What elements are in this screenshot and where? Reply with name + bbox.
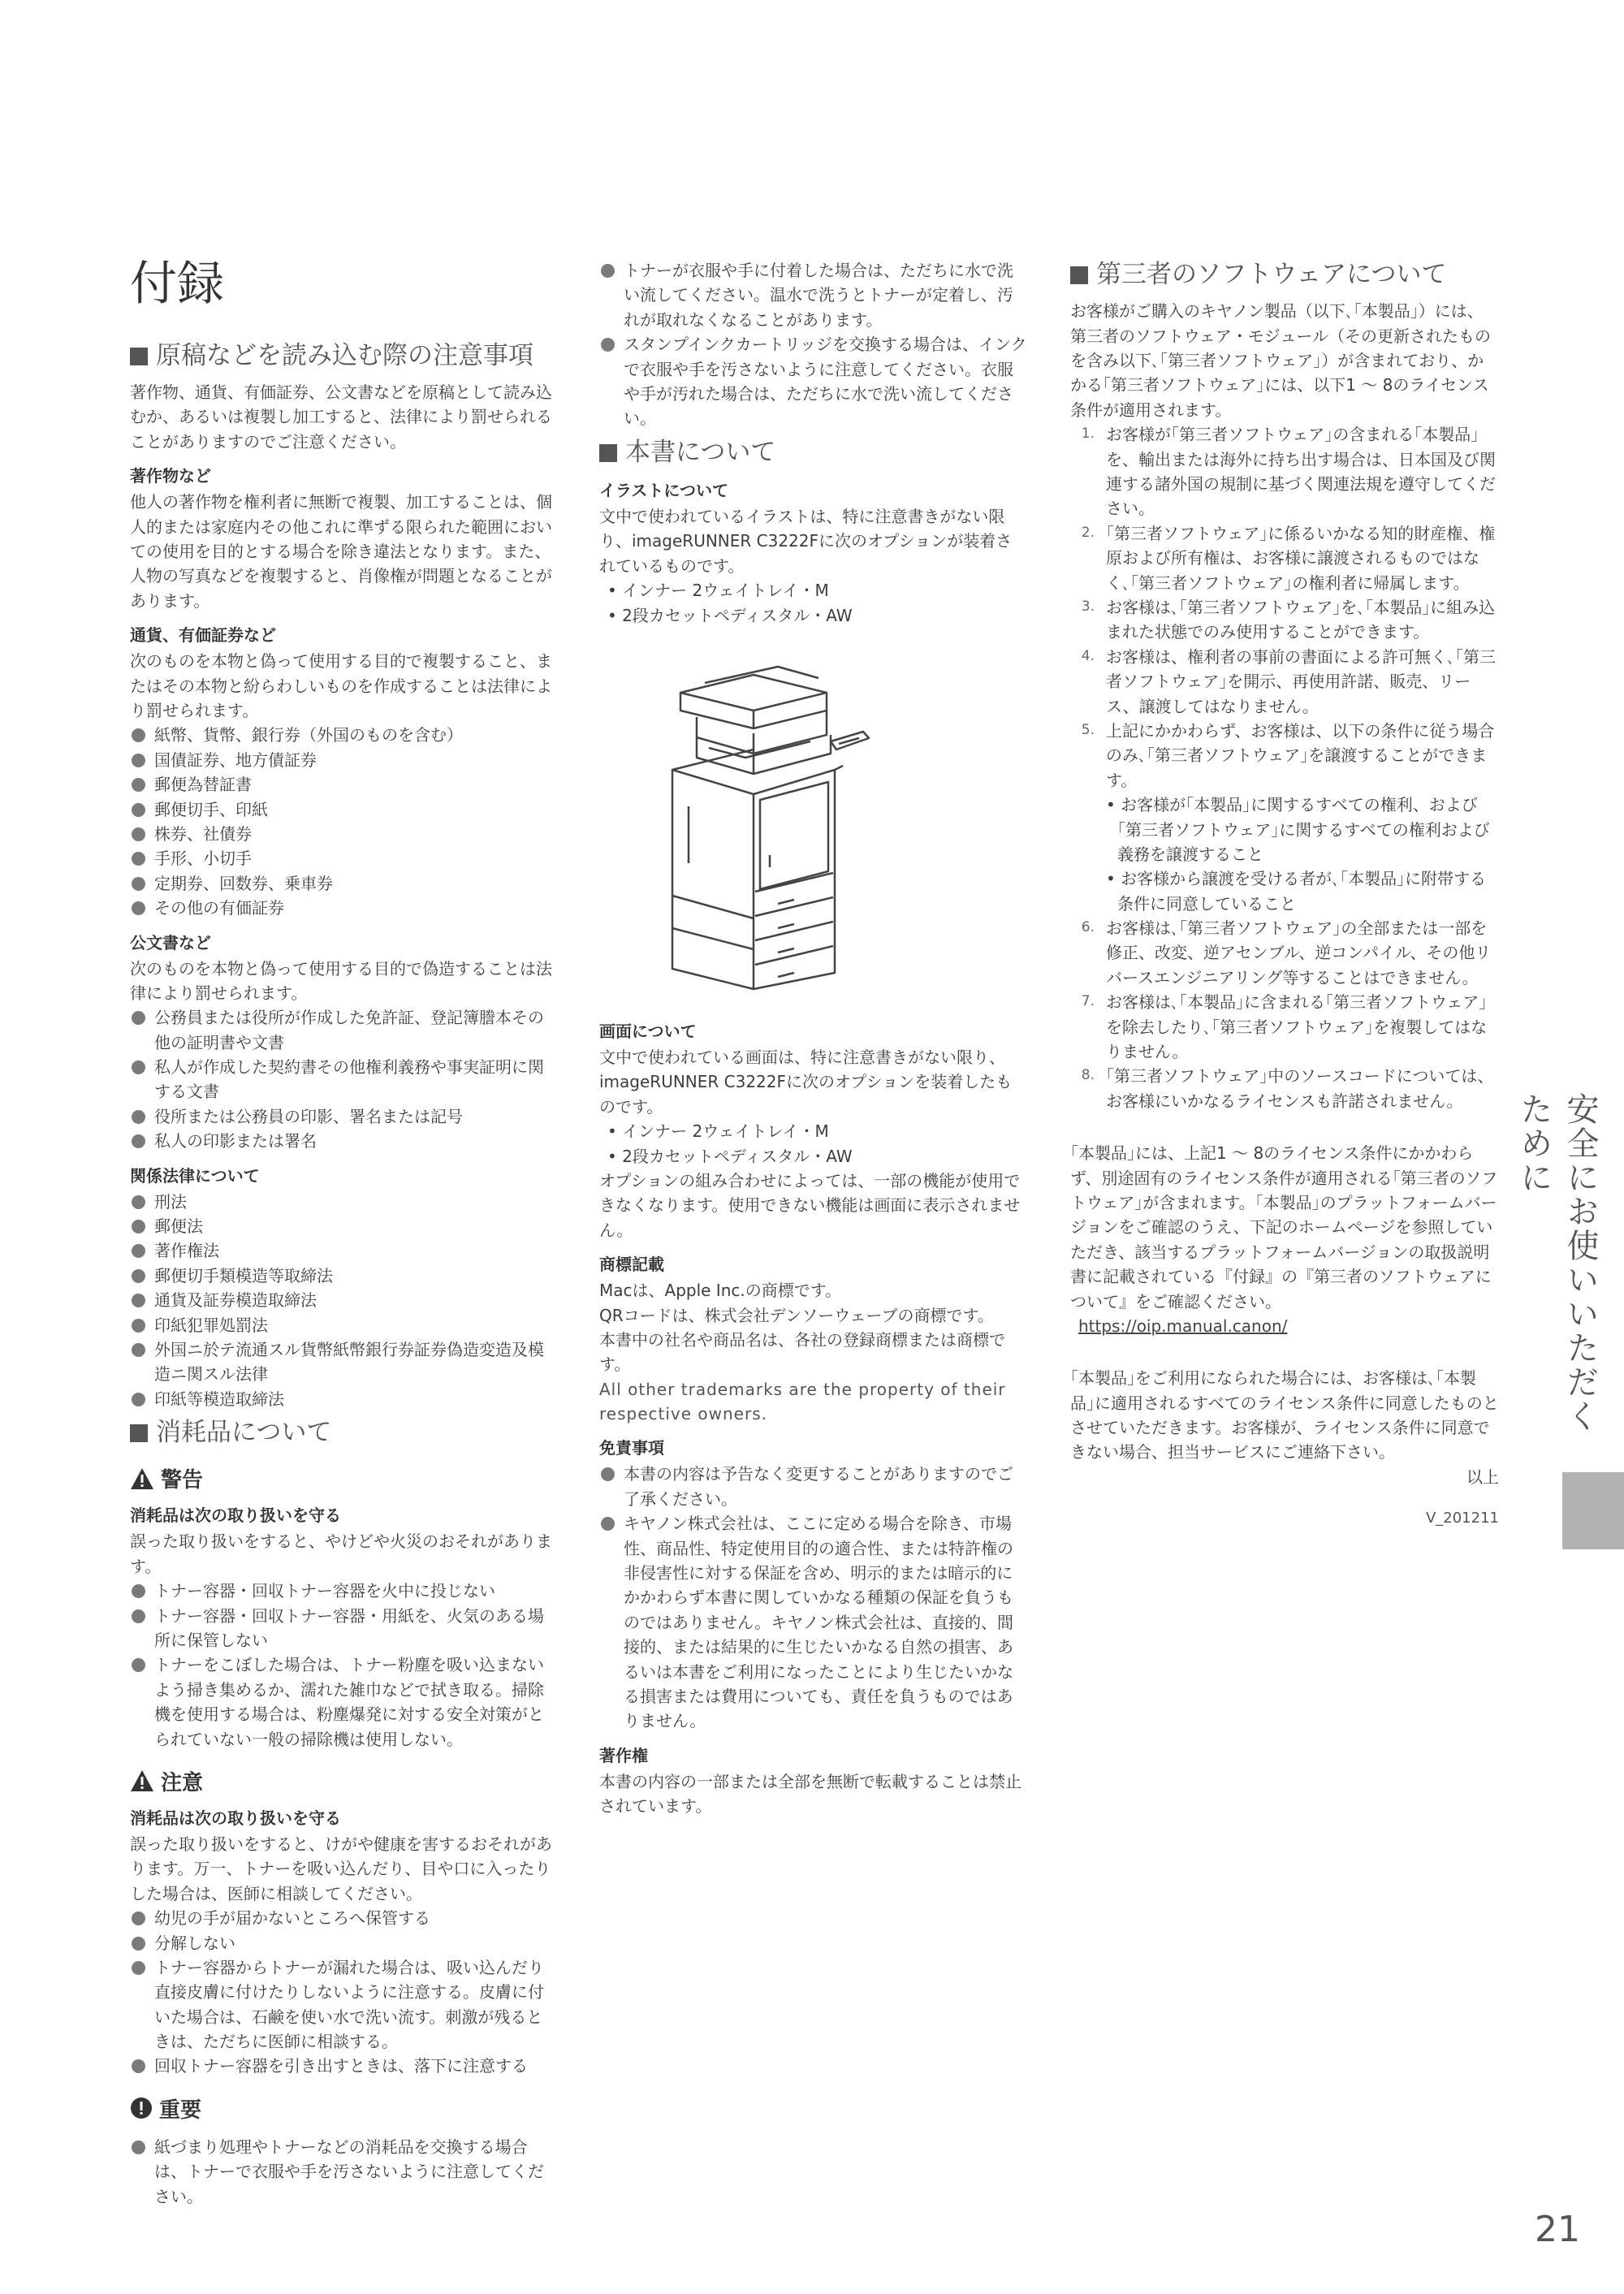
list-item: 郵便為替証書 (130, 772, 559, 797)
list-item: 私人が作成した契約書その他権利義務や事実証明に関する文書 (130, 1055, 559, 1104)
caution-text: 誤った取り扱いをすると、けがや健康を害するおそれがあります。万一、トナーを吸い込んだり、目や口に入ったりした場合は、医師に相談してください。 (130, 1834, 552, 1903)
list-item: トナー容器・回収トナー容器・用紙を、火気のある場所に保管しない (130, 1604, 559, 1653)
list-item: 著作権法 (130, 1238, 559, 1263)
square-icon (1070, 266, 1088, 284)
list-item: 2. ｢第三者ソフトウェア｣に係るいかなる知的財産権、権原および所有権は、お客様に譲渡されるものではなく､｢第三者ソフトウェア｣の権利者に帰属します。 (1081, 523, 1496, 593)
trademark-line: Macは、Apple Inc.の商標です。 (599, 1281, 842, 1301)
subheading-screens: 画面について (599, 1021, 697, 1041)
public-docs-text: 次のものを本物と偽って使用する目的で偽造することは法律により罰せられます。 (130, 958, 552, 1003)
column-left (130, 258, 559, 2209)
toner-list (599, 258, 1028, 431)
subheading-copyright-notice: 著作権 (599, 1745, 648, 1765)
screens-note: オプションの組み合わせによっては、一部の機能が使用できなくなります。使用できない機能は画面に表示されません。 (599, 1170, 1021, 1240)
list-item: 郵便切手類模造等取締法 (130, 1264, 559, 1288)
printer-illustration (656, 660, 924, 993)
list-item: 定期券、回数券、乗車券 (130, 871, 559, 896)
list-item: • インナー 2ウェイトレイ・M (607, 581, 829, 601)
list-item: 外国ニ於テ流通スル貨幣紙幣銀行券証券偽造変造及模造ニ関スル法律 (130, 1337, 559, 1387)
important-heading: 重要 (130, 2093, 559, 2123)
list-item: 本書の内容は予告なく変更することがありますのでご了承ください。 (599, 1462, 1028, 1511)
laws-list (130, 1190, 559, 1412)
list-item: 1. お客様が｢第三者ソフトウェア｣の含まれる｢本製品｣を、輸出または海外に持ち出す場合は、日本国及び関連する諸外国の規制に基づく関連法規を遵守してください。 (1081, 425, 1496, 519)
subheading-laws: 関係法律について (130, 1165, 260, 1186)
list-item: 幼児の手が届かないところへ保管する (130, 1906, 559, 1930)
trademark-line: 本書中の社名や商品名は、各社の登録商標または商標です。 (599, 1329, 1005, 1375)
subheading-trademarks: 商標記載 (599, 1255, 664, 1275)
square-icon (130, 1424, 148, 1442)
public-docs-list (130, 1005, 559, 1153)
list-item: 4. お客様は、権利者の事前の書面による許可無く､｢第三者ソフトウェア｣を開示、再使用許諾、販売、リース、譲渡してはなりません。 (1081, 646, 1496, 716)
side-chapter-label: 安全にお使いいただくために (1515, 1092, 1599, 1433)
list-item: • 2段カセットペディスタル・AW (607, 1146, 853, 1166)
warning-text: 誤った取り扱いをすると、やけどや火災のおそれがあります。 (130, 1531, 552, 1576)
list-item: トナーが衣服や手に付着した場合は、ただちに水で洗い流してください。温水で洗うとトナーが定着し、汚れが取れなくなることがあります。 (599, 258, 1028, 332)
currency-text: 次のものを本物と偽って使用する目的で複製すること、またはその本物と紛らわしいものを作成することは法律により罰せられます。 (130, 651, 552, 720)
list-item: 役所または公務員の印影、署名または記号 (130, 1104, 559, 1129)
list-item: トナーをこぼした場合は、トナー粉塵を吸い込まないよう掃き集めるか、濡れた雑巾などで拭き取る。掃除機を使用する場合は、粉塵爆発に対する安全対策がとられていない一般の掃除機は使用しない。 (130, 1652, 559, 1752)
list-item: キヤノン株式会社は、ここに定める場合を除き、市場性、商品性、特定使用目的の適合性、または特許権の非侵害性に対する保証を含め、明示的または暗示的にかかわらず本書に関していかなる種類の保証を負うものではありません。キヤノン株式会社は、直接的、間接的、または結果的に生じたいかなる自然の損害、あるいは本書をご利用になったことにより生じたいかなる損害または費用についても、責任を負うものではありません。 (599, 1511, 1028, 1734)
copyright-text: 他人の著作物を権利者に無断で複製、加工することは、個人的または家庭内その他これに準ずる限られた範囲においての使用を目的とする場合を除き違法となります。また、人物の写真などを複製すると、肖像権が問題となることがあります。 (130, 492, 552, 611)
list-item: 紙づまり処理やトナーなどの消耗品を交換する場合は、トナーで衣服や手を汚さないように注意してください。 (130, 2135, 559, 2209)
subheading-disclaimer: 免責事項 (599, 1438, 664, 1458)
caution-subheading: 消耗品は次の取り扱いを守る (130, 1808, 341, 1828)
list-item: 株券、社債券 (130, 822, 559, 846)
list-item: 公務員または役所が作成した免許証、登記簿謄本その他の証明書や文書 (130, 1005, 559, 1055)
sub-list-item: • お客様から譲渡を受ける者が､｢本製品｣に附帯する条件に同意していること (1106, 869, 1487, 914)
subheading-illustrations: イラストについて (599, 481, 728, 501)
list-item: 5. 上記にかかわらず、お客様は、以下の条件に従う場合のみ､｢第三者ソフトウェア｣を譲渡することができます。 (1081, 720, 1495, 790)
list-item: 3. お客様は､｢第三者ソフトウェア｣を､｢本製品｣に組み込まれた状態でのみ使用することができます。 (1081, 597, 1496, 642)
caution-heading: 注意 (130, 1766, 559, 1796)
subheading-public-docs: 公文書など (130, 932, 211, 953)
list-item: 国債証券、地方債証券 (130, 748, 559, 772)
warning-heading: 警告 (130, 1463, 559, 1493)
list-item: 8. ｢第三者ソフトウェア｣中のソースコードについては、お客様にいかなるライセンスも許諾されません。 (1081, 1066, 1494, 1111)
trademark-english: All other trademarks are the property of their respective owners. (599, 1379, 1006, 1424)
page-number: 21 (1535, 2209, 1580, 2250)
screens-text: 文中で使われている画面は、特に注意書きがない限り、imageRUNNER C3222Fに次のオプションを装着したものです。 (599, 1047, 1013, 1117)
caution-list (130, 1906, 559, 2079)
section-heading-consumables: 消耗品について (130, 1416, 559, 1449)
trademark-line: QRコードは、株式会社デンソーウェーブの商標です。 (599, 1305, 994, 1325)
warning-subheading: 消耗品は次の取り扱いを守る (130, 1506, 341, 1526)
sub-list-item: • お客様が｢本製品｣に関するすべての権利、および｢第三者ソフトウェア｣に関するすべての権利および義務を譲渡すること (1106, 795, 1490, 864)
version-label: V_201211 (1425, 1510, 1499, 1527)
list-item: 郵便法 (130, 1214, 559, 1238)
exclamation-circle-icon (130, 2097, 153, 2119)
manual-url-link[interactable]: https://oip.manual.canon/ (1078, 1315, 1288, 1336)
list-item: 印紙犯罪処罰法 (130, 1313, 559, 1337)
list-item: 郵便切手、印紙 (130, 797, 559, 822)
platform-paragraph: ｢本製品｣には、上記1 ～ 8のライセンス条件にかかわらず、別途固有のライセンス条件が適用される｢第三者のソフトウェア｣が含まれます。｢本製品｣のプラットフォームバージョンをご確認のうえ、下記のホームページを参照していただき、該当するプラットフォームバージョンの取扱説明書に記載されている『付録』の『第三者のソフトウェアについて』をご確認ください。 (1070, 1143, 1498, 1311)
subheading-currency: 通貨、有価証券など (130, 625, 276, 646)
page-title: 付録 (130, 256, 225, 311)
end-mark: 以上 (1466, 1467, 1499, 1487)
list-item: スタンプインクカートリッジを交換する場合は、インクで衣服や手を汚さないように注意してください。衣服や手が汚れた場合は、ただちに水で洗い流してください。 (599, 332, 1028, 431)
section-heading-originals: 原稿などを読み込む際の注意事項 (130, 339, 559, 372)
caution-triangle-icon (130, 1769, 154, 1792)
list-item: その他の有価証券 (130, 896, 559, 920)
list-item: 私人の印影または署名 (130, 1129, 559, 1153)
disclaimer-list (599, 1462, 1028, 1733)
list-item: 6. お客様は､｢第三者ソフトウェア｣の全部または一部を修正、改変、逆アセンブル、逆コンパイル、その他リバースエンジニアリング等することはできません。 (1081, 918, 1492, 987)
column-middle (599, 258, 1028, 1819)
list-item: 手形、小切手 (130, 846, 559, 871)
third-party-intro: お客様がご購入のキヤノン製品（以下､｢本製品｣）には、第三者のソフトウェア・モジュール（その更新されたものを含み以下､｢第三者ソフトウェア｣）が含まれており、かかる｢第三者ソフトウェア｣には、以下1 ～ 8のライセンス条件が適用されます。 (1070, 301, 1491, 420)
warning-triangle-icon (130, 1467, 154, 1490)
list-item: 回収トナー容器を引き出すときは、落下に注意する (130, 2054, 559, 2078)
list-item: 分解しない (130, 1931, 559, 1955)
license-list (1070, 422, 1499, 1113)
column-right (1070, 258, 1499, 1530)
list-item: • 2段カセットペディスタル・AW (607, 605, 853, 625)
list-item: トナー容器からトナーが漏れた場合は、吸い込んだり直接皮膚に付けたりしないように注意する。皮膚に付いた場合は、石鹸を使い水で洗い流す。刺激が残るときは、ただちに医師に相談する。 (130, 1955, 559, 2054)
list-item: 7. お客様は､｢本製品｣に含まれる｢第三者ソフトウェア｣を除去したり､｢第三者ソフトウェア｣を複製してはなりません。 (1081, 992, 1488, 1062)
square-icon (599, 444, 617, 462)
copyright-notice-text: 本書の内容の一部または全部を無断で転載することは禁止されています。 (599, 1771, 1021, 1817)
square-icon (130, 348, 148, 365)
list-item: 刑法 (130, 1190, 559, 1214)
list-item: 通貨及証券模造取締法 (130, 1288, 559, 1312)
subheading-copyright: 著作物など (130, 466, 211, 486)
illustrations-text: 文中で使われているイラストは、特に注意書きがない限り、imageRUNNER C3222Fに次のオプションが装着されているものです。 (599, 507, 1013, 576)
list-item: 印紙等模造取締法 (130, 1387, 559, 1411)
section-intro: 著作物、通貨、有価証券、公文書などを原稿として読み込むか、あるいは複製し加工すると、法律により罰せられることがありますのでご注意ください。 (130, 382, 552, 451)
important-list (130, 2135, 559, 2209)
section-heading-about-manual: 本書について (599, 436, 1028, 469)
currency-list (130, 723, 559, 920)
agreement-paragraph: ｢本製品｣をご利用になられた場合には、お客様は､｢本製品｣に適用されるすべてのライセンス条件に同意したものとさせていただきます。お客様が、ライセンス条件に同意できない場合、担当サービスにご連絡下さい。 (1070, 1368, 1499, 1462)
chapter-tab (1562, 1472, 1624, 1549)
list-item: • インナー 2ウェイトレイ・M (607, 1121, 829, 1142)
section-heading-third-party: 第三者のソフトウェアについて (1070, 258, 1499, 291)
list-item: 紙幣、貨幣、銀行券（外国のものを含む） (130, 723, 559, 747)
list-item: トナー容器・回収トナー容器を火中に投じない (130, 1579, 559, 1603)
warning-list (130, 1579, 559, 1752)
